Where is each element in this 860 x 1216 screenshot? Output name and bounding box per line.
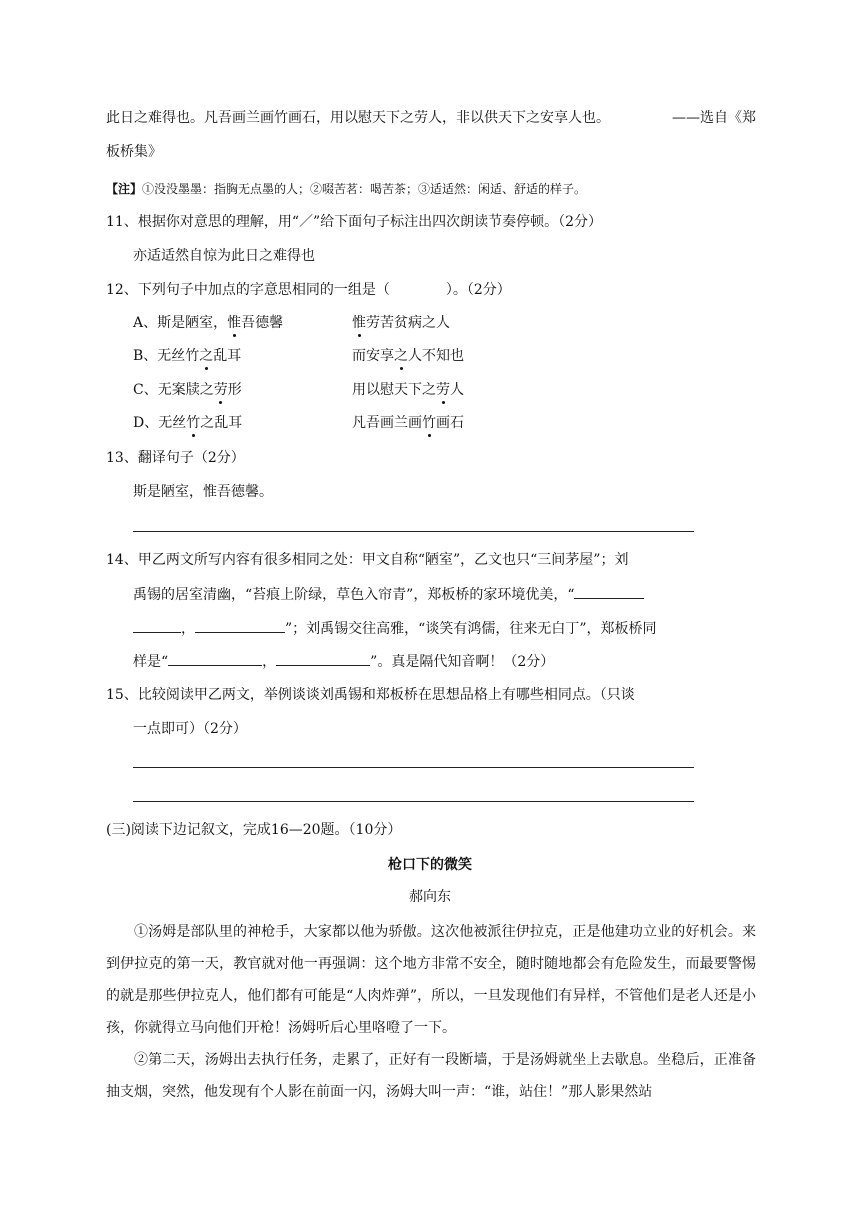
option-text: 无案牍之 [157, 382, 214, 398]
option-text: 吾德馨 [241, 315, 284, 331]
question-14-text: 禹锡的居室清幽，“苔痕上阶绿，草色入帘青”，郑板桥的家环境优美，“ [133, 587, 575, 603]
option-letter: B、 [133, 348, 158, 364]
option-text: 乱耳 [213, 348, 242, 364]
question-15-line1: 15、比较阅读甲乙两文，举例谈谈刘禹锡和郑板桥在思想品格上有哪些相同点。（只谈 [106, 687, 635, 703]
option-text: 人不知也 [408, 348, 464, 364]
option-c-left [133, 380, 242, 400]
option-text: 无丝 [158, 415, 187, 431]
section-3-heading: (三)阅读下边记叙文，完成16—20题。（10分） [106, 822, 402, 838]
option-letter: C、 [133, 382, 158, 398]
dotted-char: 劳 [213, 382, 228, 398]
option-letter: D、 [133, 415, 159, 431]
option-text: 无丝竹 [157, 348, 200, 364]
question-12-stem-a: 12、下列句子中加点的字意思相同的一组是（ [106, 282, 390, 298]
option-text: 人 [450, 382, 464, 398]
answer-blank[interactable] [195, 618, 285, 633]
dotted-char: 惟 [227, 315, 242, 331]
question-14-line2 [133, 584, 644, 605]
answer-blank[interactable] [133, 618, 181, 633]
question-14-line1: 14、甲乙两文所写内容有很多相同之处：甲文自称“陋室”，乙文也只“三间茅屋”；刘 [106, 552, 629, 568]
dotted-char: 竹 [422, 415, 436, 431]
option-b-left [133, 346, 241, 366]
dotted-char: 之 [199, 348, 214, 364]
option-letter: A、 [133, 315, 158, 331]
question-11-sentence: 亦适适然自惊为此日之难得也 [133, 248, 315, 264]
option-text: 凡吾画兰画 [352, 415, 422, 431]
passage-yi-text: 此日之难得也。凡吾画兰画竹画石，用以慰天下之劳人，非以供天下之安享人也。 [106, 110, 610, 126]
answer-line[interactable] [133, 767, 694, 768]
note-label: 【注】 [106, 182, 143, 196]
question-11-stem: 11、根据你对意思的理解，用“／”给下面句子标注出四次朗读节奏停顿。（2分） [106, 214, 603, 230]
dotted-char: 惟 [352, 315, 366, 331]
passage-yi-line1 [106, 108, 610, 128]
note-text: ①没没墨墨：指胸无点墨的人；②啜苦茗：喝苦茶；③适适然：闲适、舒适的样子。 [142, 182, 587, 196]
question-14-text: 样是“ [133, 654, 169, 670]
answer-blank[interactable] [168, 651, 262, 666]
question-14-line4 [133, 651, 554, 672]
question-14-line3 [133, 618, 656, 639]
option-a-left [133, 313, 283, 333]
question-14-text: ， [262, 654, 277, 670]
option-text: 劳苦贫病之人 [366, 315, 450, 331]
option-text: 形 [227, 382, 242, 398]
option-b-right [352, 346, 464, 366]
option-c-right [352, 380, 464, 400]
option-d-left [133, 413, 242, 433]
question-13-sentence: 斯是陋室，惟吾德馨。 [133, 484, 273, 500]
passage-yi-line2: 板桥集》 [106, 144, 162, 160]
answer-blank[interactable] [574, 584, 644, 599]
answer-line[interactable] [133, 531, 694, 532]
question-14-text: ”。真是隔代知音啊！（2分） [370, 654, 555, 670]
question-15-line2: 一点即可）（2分） [133, 721, 247, 737]
question-12-stem [106, 280, 511, 300]
question-12-stem-b: ）。（2分） [445, 282, 511, 298]
option-text: 斯是陋室， [157, 315, 228, 331]
question-13-stem: 13、翻译句子（2分） [106, 450, 245, 466]
story-title: 枪口下的微笑 [388, 857, 472, 873]
option-d-right [352, 413, 464, 433]
answer-blank[interactable] [276, 651, 370, 666]
question-14-text: ， [181, 621, 195, 637]
option-text: 画石 [436, 415, 464, 431]
dotted-char: 竹 [186, 415, 201, 431]
answer-line[interactable] [133, 801, 694, 802]
passage-yi-source: ——选自《郑 [672, 110, 756, 126]
option-a-right [352, 313, 450, 333]
story-author: 郝向东 [409, 889, 451, 905]
dotted-char: 劳 [436, 382, 450, 398]
option-text: 而安享 [352, 348, 394, 364]
option-text: 之乱耳 [200, 415, 243, 431]
dotted-char: 之 [394, 348, 408, 364]
story-paragraph-1: ①汤姆是部队里的神枪手，大家都以他为骄傲。这次他被派往伊拉克，正是他建功立业的好机会。来到伊拉克的第一天，教官就对他一再强调：这个地方非常不安全，随时随地都会有危险发生，而最要警惕的就是那些伊拉克人，他们都有可能是“人肉炸弹”，所以，一旦发现他们有异样，不管他们是老人还是小孩，你就得立马向他们开枪！汤姆听后心里咯噔了一下。 [106, 924, 756, 1036]
note [106, 179, 586, 199]
story-paragraph-2: ②第二天，汤姆出去执行任务，走累了，正好有一段断墙，于是汤姆就坐上去歇息。坐稳后，正准备抽支烟，突然，他发现有个人影在前面一闪，汤姆大叫一声：“谁，站住！”那人影果然站 [106, 1052, 756, 1100]
question-14-text: ”；刘禹锡交往高雅，“谈笑有鸿儒，往来无白丁”，郑板桥同 [285, 621, 657, 637]
option-text: 用以慰天下之 [352, 382, 436, 398]
